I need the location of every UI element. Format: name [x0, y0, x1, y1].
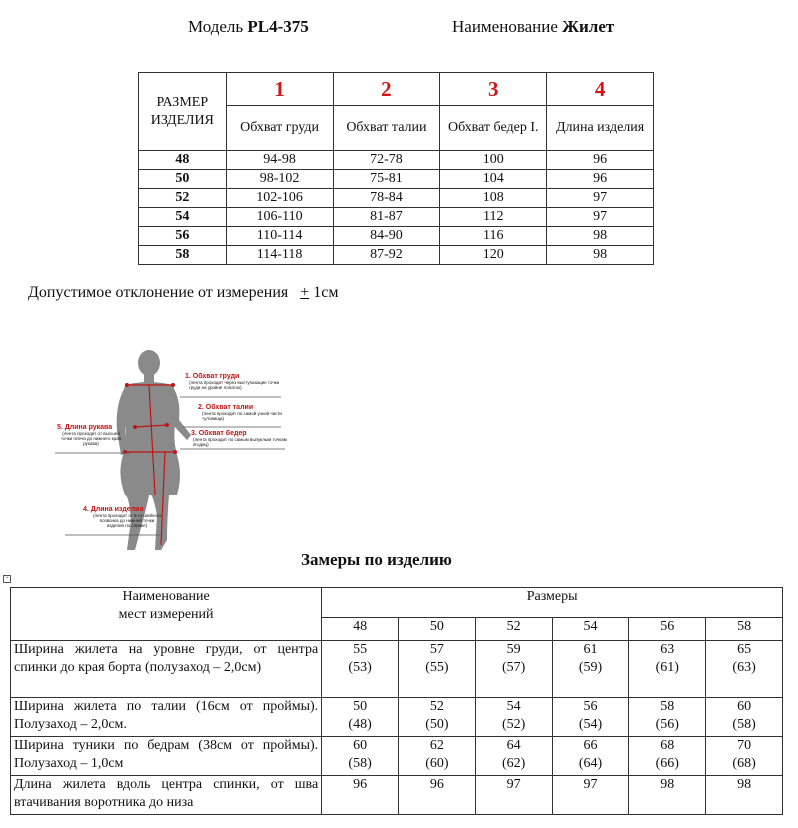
size-cell: 84-90	[333, 227, 440, 246]
col-number-2: 2	[333, 73, 440, 106]
size-cell: 87-92	[333, 246, 440, 265]
size-value: 58	[139, 246, 227, 265]
measurement-value: 97	[506, 777, 521, 792]
measurement-value: 96	[353, 777, 368, 792]
measurement-value-alt: (48)	[348, 717, 372, 732]
measurement-label: Ширина жилета по талии (16см от проймы). Полузаход – 2,0см.	[11, 698, 322, 737]
label-3-note: (лента проходит по самым выпуклым точкам ягодиц)	[193, 437, 287, 447]
measurement-cell	[475, 641, 552, 698]
size-cell: 78-84	[333, 189, 440, 208]
size-cell: 100	[440, 151, 547, 170]
size-value: 52	[139, 189, 227, 208]
measurement-cell	[322, 641, 399, 698]
measurement-value-alt: (55)	[425, 660, 449, 675]
size-header-cell: 54	[552, 617, 629, 640]
measurement-label: Ширина жилета на уровне груди, от центра спинки до края борта (полузаход – 2,0см)	[11, 641, 322, 698]
size-cell: 97	[547, 189, 654, 208]
size-cell: 112	[440, 208, 547, 227]
measurement-value-alt: (63)	[732, 660, 756, 675]
measurement-cell	[629, 737, 706, 776]
name-line	[452, 17, 614, 37]
measurement-label: Ширина туники по бедрам (38см от проймы). Полузаход – 1,0см	[11, 737, 322, 776]
measurement-value: 57	[429, 642, 444, 657]
measurement-value: 98	[737, 777, 752, 792]
measurement-cell	[552, 737, 629, 776]
measurement-row	[11, 776, 783, 815]
measurement-value: 50	[353, 699, 368, 714]
label-3-title: 3. Обхват бедер	[191, 430, 247, 437]
measurement-value: 60	[737, 699, 752, 714]
measurement-row	[11, 737, 783, 776]
size-cell: 97	[547, 208, 654, 227]
table-anchor-icon[interactable]: +	[3, 575, 11, 583]
label-2-note: (лента проходит по самой узкой части туловища)	[202, 411, 282, 421]
label-1-title: 1. Обхват груди	[185, 373, 240, 380]
measurement-value: 96	[429, 777, 444, 792]
measurement-cell	[475, 698, 552, 737]
size-row	[139, 227, 654, 246]
col-label-2: Обхват талии	[333, 106, 440, 151]
measurement-cell	[475, 737, 552, 776]
label-5-title: 5. Длина рукава	[57, 424, 113, 431]
measurement-value: 59	[506, 642, 521, 657]
measurement-cell	[706, 698, 783, 737]
col-label-4: Длина изделия	[547, 106, 654, 151]
size-value: 56	[139, 227, 227, 246]
size-cell: 120	[440, 246, 547, 265]
size-cell: 116	[440, 227, 547, 246]
measurement-value: 65	[737, 642, 752, 657]
size-row	[139, 246, 654, 265]
measurement-cell	[552, 698, 629, 737]
size-row	[139, 208, 654, 227]
measurement-cell	[706, 641, 783, 698]
measurement-value: 52	[429, 699, 444, 714]
measurement-value: 62	[429, 738, 444, 753]
measurement-label: Длина жилета вдоль центра спинки, от шва втачивания воротника до низа	[11, 776, 322, 815]
measurement-value-alt: (56)	[655, 717, 679, 732]
tolerance-value: 1см	[313, 284, 339, 301]
label-5-note: (лента проходит от высшей точки плеча до нижнего края рукава)	[60, 431, 122, 446]
measurement-value: 97	[583, 777, 598, 792]
measurement-row	[11, 641, 783, 698]
measurement-value-alt: (53)	[348, 660, 372, 675]
measurement-value-alt: (58)	[348, 756, 372, 771]
size-cell: 106-110	[226, 208, 333, 227]
size-cell: 81-87	[333, 208, 440, 227]
name-label: Наименование	[452, 17, 558, 36]
label-4-note: (лента проходит от 6-го шейного позвонка до нижней точки изделия по спинке)	[93, 513, 161, 528]
size-cell: 96	[547, 151, 654, 170]
size-cell: 96	[547, 170, 654, 189]
measurement-cell	[475, 776, 552, 815]
size-cell: 98	[547, 246, 654, 265]
size-header-cell: 50	[398, 617, 475, 640]
measurement-cell	[322, 698, 399, 737]
size-cell: 75-81	[333, 170, 440, 189]
size-cell: 72-78	[333, 151, 440, 170]
size-cell: 108	[440, 189, 547, 208]
measurement-cell	[706, 737, 783, 776]
measurement-cell	[552, 776, 629, 815]
sizes-label: Размеры	[322, 588, 783, 618]
measurements-title: Замеры по изделию	[301, 550, 452, 569]
col-number-3: 3	[440, 73, 547, 106]
size-cell: 98	[547, 227, 654, 246]
measurement-value: 66	[583, 738, 598, 753]
size-row	[139, 151, 654, 170]
measurement-value-alt: (62)	[502, 756, 526, 771]
size-cell: 104	[440, 170, 547, 189]
size-cell: 114-118	[226, 246, 333, 265]
size-header-cell: 56	[629, 617, 706, 640]
measurement-value: 70	[737, 738, 752, 753]
name-value: Жилет	[562, 17, 615, 36]
meas-head-label: Наименование мест измерений	[11, 588, 322, 641]
model-value: PL4-375	[247, 17, 309, 36]
measurement-value-alt: (66)	[655, 756, 679, 771]
size-cell: 94-98	[226, 151, 333, 170]
tolerance-text: Допустимое отклонение от измерения	[28, 284, 289, 301]
size-header-cell: 52	[475, 617, 552, 640]
size-header-cell: 58	[706, 617, 783, 640]
measurement-cell	[552, 641, 629, 698]
label-2-title: 2. Обхват талии	[198, 404, 254, 411]
measurement-value: 98	[660, 777, 675, 792]
measurement-value: 64	[506, 738, 521, 753]
col-number-4: 4	[547, 73, 654, 106]
size-value: 50	[139, 170, 227, 189]
measurement-value: 68	[660, 738, 675, 753]
tolerance-line	[28, 284, 339, 302]
measurement-value: 56	[583, 699, 598, 714]
size-value: 54	[139, 208, 227, 227]
measurement-figure	[55, 345, 290, 560]
measurement-value-alt: (64)	[578, 756, 603, 771]
measurement-value: 61	[583, 642, 598, 657]
measurement-value-alt: (54)	[578, 717, 603, 732]
size-cell: 102-106	[226, 189, 333, 208]
size-cell: 110-114	[226, 227, 333, 246]
col-number-1: 1	[226, 73, 333, 106]
col-label-3: Обхват бедер I.	[440, 106, 547, 151]
measurement-value: 54	[506, 699, 521, 714]
size-cell: 98-102	[226, 170, 333, 189]
measurement-cell	[398, 698, 475, 737]
size-row-header: РАЗМЕР ИЗДЕЛИЯ	[139, 73, 227, 151]
measurement-cell	[629, 641, 706, 698]
measurement-value-alt: (50)	[425, 717, 449, 732]
measurement-value: 55	[353, 642, 368, 657]
size-row	[139, 170, 654, 189]
measurement-value: 60	[353, 738, 368, 753]
measurement-cell	[398, 737, 475, 776]
measurement-cell	[322, 737, 399, 776]
measurement-row	[11, 698, 783, 737]
measurement-value-alt: (59)	[578, 660, 603, 675]
label-4-title: 4. Длина изделия	[83, 506, 144, 513]
measurements-table	[10, 587, 783, 815]
measurement-value-alt: (61)	[655, 660, 679, 675]
measurement-value-alt: (58)	[732, 717, 756, 732]
size-table	[138, 72, 654, 265]
col-label-1: Обхват груди	[226, 106, 333, 151]
measurement-value: 58	[660, 699, 675, 714]
model-label: Модель	[188, 17, 244, 36]
measurement-value-alt: (57)	[502, 660, 526, 675]
size-header-cell: 48	[322, 617, 399, 640]
model-line	[188, 17, 309, 37]
measurement-cell	[398, 776, 475, 815]
measurement-cell	[322, 776, 399, 815]
label-1-note: (лента проходит через выступающие точки груди на уровне лопаток)	[189, 380, 280, 390]
measurement-value: 63	[660, 642, 675, 657]
measurement-value-alt: (52)	[502, 717, 526, 732]
size-row	[139, 189, 654, 208]
measurement-cell	[398, 641, 475, 698]
size-value: 48	[139, 151, 227, 170]
measurement-cell	[629, 698, 706, 737]
measurement-value-alt: (60)	[425, 756, 449, 771]
measurement-cell	[629, 776, 706, 815]
plus-minus-sign: +	[300, 284, 310, 301]
measurement-value-alt: (68)	[732, 756, 756, 771]
measurement-cell	[706, 776, 783, 815]
